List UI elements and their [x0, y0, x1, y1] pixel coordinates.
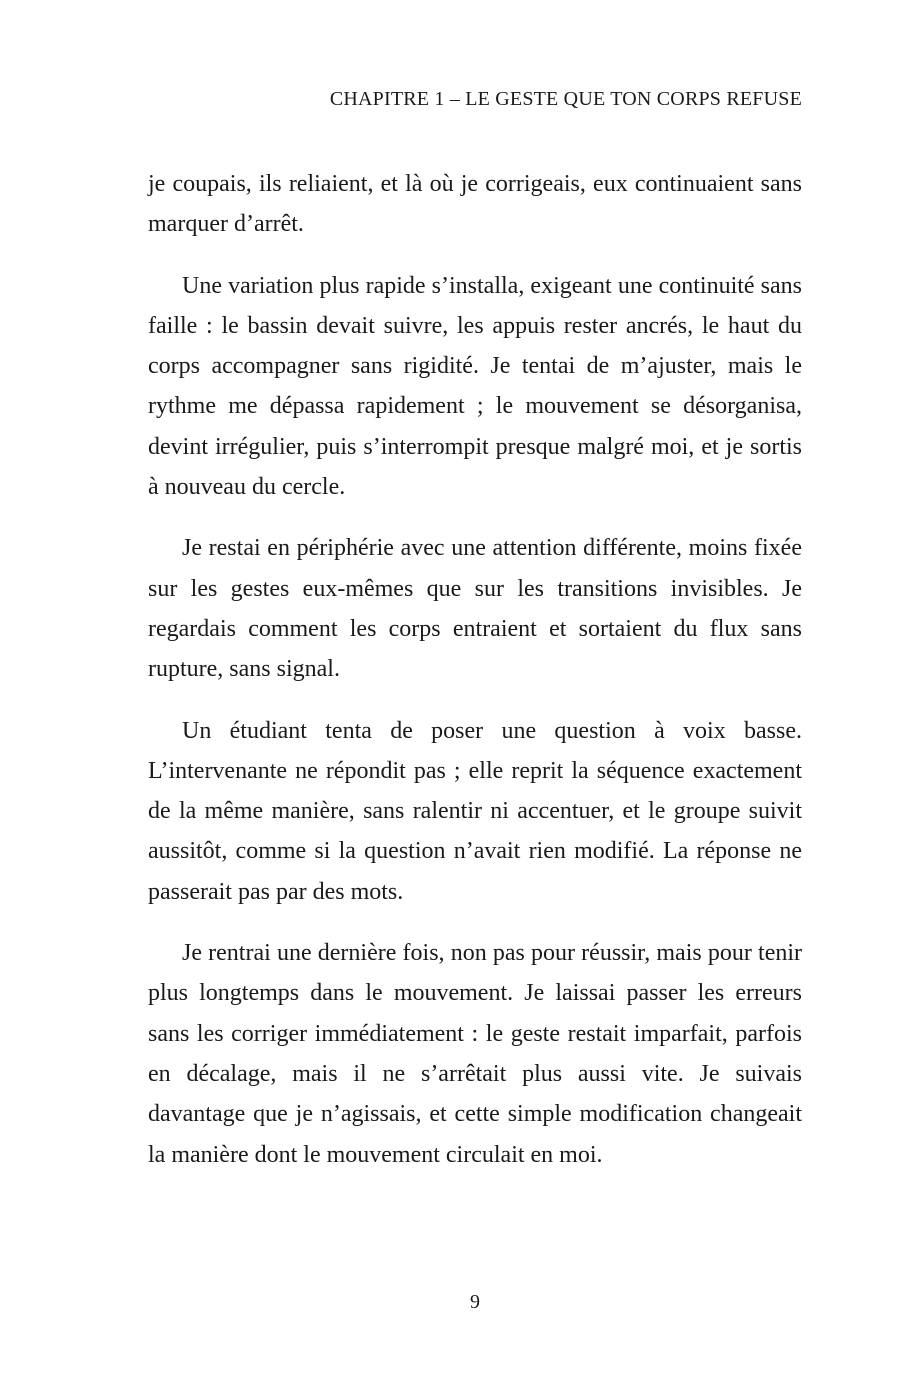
- body-text: [148, 164, 802, 1196]
- paragraph-3: Je restai en périphérie avec une attention différente, moins fixée sur les gestes eux-mêmes que sur les transitions invisibles. Je regardais comment les corps entraient et sortaient du flux sans rupture, sans signal.: [148, 535, 802, 683]
- paragraph-1: je coupais, ils reliaient, et là où je corrigeais, eux continuaient sans marquer d’arrêt.: [148, 171, 802, 238]
- paragraph-4: Un étudiant tenta de poser une question à voix basse. L’intervenante ne répondit pas ; elle reprit la séquence exactement de la même manière, sans ralentir ni accentuer, et le groupe suivit aussitôt, comme si la question n’avait rien modifié. La réponse ne passerait pas par des mots.: [148, 717, 802, 905]
- page-number: 9: [470, 1291, 480, 1313]
- paragraph-2: Une variation plus rapide s’installa, exigeant une continuité sans faille : le bassin devait suivre, les appuis rester ancrés, le haut du corps accompagner sans rigidité. Je tentai de m’ajuster, mais le rythme me dépassa rapidement ; le mouvement se désorganisa, devint irrégulier, puis s’interrompit presque malgré moi, et je sortis à nouveau du cercle.: [148, 272, 802, 501]
- running-header: CHAPITRE 1 – LE GESTE QUE TON CORPS REFUSE: [329, 88, 802, 110]
- paragraph-5: Je rentrai une dernière fois, non pas pour réussir, mais pour tenir plus longtemps dans le mouvement. Je laissai passer les erreurs sans les corriger immédiatement : le geste restait imparfait, parfois en décalage, mais il ne s’arrêtait plus aussi vite. Je suivais davantage que je n’agissais, et cette simple modification changeait la manière dont le mouvement circulait en moi.: [148, 940, 802, 1168]
